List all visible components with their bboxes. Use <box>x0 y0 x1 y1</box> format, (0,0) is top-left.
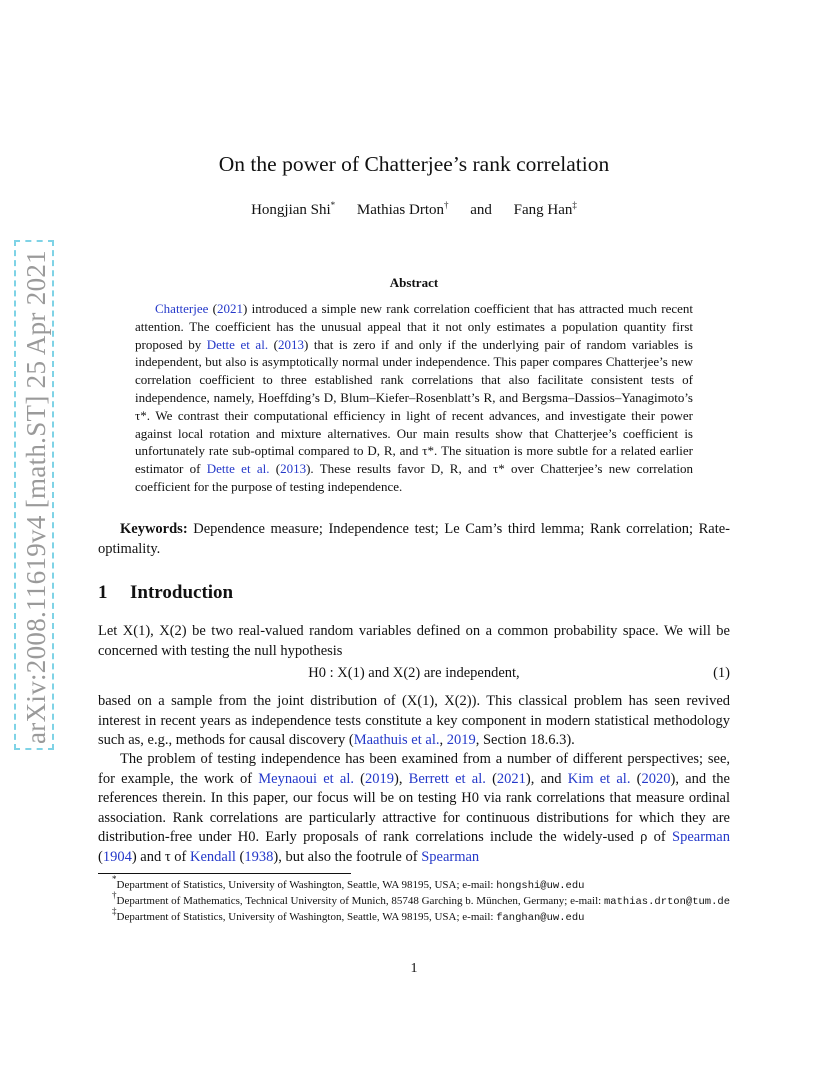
paragraph: based on a sample from the joint distribution of (X(1), X(2)). This classical problem has seen revived interest in recent years as independence tests constitute a key component in modern statistical methodology such as, e.g., methods for causal discovery (Maathuis et al., 2019, Section 18.6.3). <box>98 693 730 749</box>
citation-link[interactable]: Berrett et al. <box>408 770 486 787</box>
citation-link[interactable]: Maathuis et al. <box>353 732 440 749</box>
author-name: Fang Han <box>513 202 573 218</box>
arxiv-stamp-text: arXiv:2008.11619v4 [math.ST] 25 Apr 2021 <box>21 250 51 744</box>
paragraph-text: , Section 18.6.3). <box>475 732 575 749</box>
paragraph-text: ), but also the footrule of <box>273 848 422 865</box>
abstract-text: that is zero if and only if the underlying pair of random variables is independent, but also is asymptotically normal under independence. This paper compares Chatterjee’s new correlation coefficient to three established rank correlations that also facilitate consistent tests of independence, namely, Hoeffding’s D, Blum–Kiefer–Rosenblatt’s R, and Bergsma–Dassios–Yanagimoto’s τ*. We contrast their computational efficiency in light of recent advances, and investigate their power against local rotation and mixture alternatives. Our main results show that Chatterjee’s coefficient is unfortunately rate sub-optimal compared to D, R, and τ*. The situation is more subtle for a related earlier estimator of <box>135 336 693 477</box>
abstract-text: . These results favor D, R, and τ* over Chatterjee’s new correlation coefficient for the purpose of testing independence. <box>135 461 693 494</box>
abstract-body: Chatterjee (2021) introduced a simple new rank correlation coefficient that has attracted much recent attention. The coefficient has the unusual appeal that it not only estimates a population quantity first proposed by Dette et al. (2013) that is zero if and only if the underlying pair of random variables is independent, but also is asymptotically normal under independence. This paper compares Chatterjee’s new correlation coefficient to three established rank correlations that also facilitate consistent tests of independence, namely, Hoeffding’s D, Blum–Kiefer–Rosenblatt’s R, and Bergsma–Dassios–Yanagimoto’s τ*. We contrast their computational efficiency in light of recent advances, and investigate their power against local rotation and mixture alternatives. Our main results show that Chatterjee’s coefficient is unfortunately rate sub-optimal compared to D, R, and τ*. The situation is more subtle for a related earlier estimator of Dette et al. (2013). These results favor D, R, and τ* over Chatterjee’s new correlation coefficient for the purpose of testing independence. <box>135 301 693 494</box>
citation-link[interactable]: Spearman <box>672 829 730 846</box>
paragraph-text: ), <box>394 770 409 787</box>
citation-link[interactable]: Meynaoui et al. <box>258 770 354 787</box>
section-heading <box>98 582 233 604</box>
footnote-email[interactable]: fanghan@uw.edu <box>496 912 585 924</box>
footnote-email[interactable]: hongshi@uw.edu <box>496 880 585 892</box>
footnote-mark: † <box>112 890 117 900</box>
section-title: Introduction <box>130 582 234 603</box>
page-number: 1 <box>410 961 418 976</box>
footnote <box>98 906 730 926</box>
footnote-text: Department of Mathematics, Technical University of Munich, 85748 Garching b. München, Germany; e-mail: <box>116 895 604 907</box>
author-conjunction: and <box>470 202 492 218</box>
footnote-text: Department of Statistics, University of Washington, Seattle, WA 98195, USA; e-mail: <box>116 879 497 891</box>
paragraph: Let X(1), X(2) be two real-valued random variables defined on a common probability space. We will be concerned with testing the null hypothesis <box>98 623 730 659</box>
section-number: 1 <box>98 582 108 603</box>
footnote-mark: * <box>112 874 117 884</box>
author-name: Hongjian Shi <box>251 202 331 218</box>
paragraph-text: based on a sample from the joint distribution of (X(1), X(2)). This classical problem has seen revived interest in recent years as independence tests constitute a key component in modern statistical methodology such as, e.g., methods for causal discovery ( <box>98 693 730 749</box>
citation-year-link[interactable]: 2021 <box>496 770 526 787</box>
citation-link[interactable]: Dette et al. <box>206 336 269 352</box>
equation <box>98 665 730 685</box>
paragraph-text: The problem of testing independence has been examined from a number of different perspectives; see, for example, the work of <box>98 751 730 787</box>
arxiv-stamp <box>14 240 54 750</box>
citation-year-link[interactable]: 2019 <box>446 732 476 749</box>
citation-year-link[interactable]: 1904 <box>102 848 132 865</box>
citation-year-link[interactable]: 2013 <box>277 336 304 352</box>
paragraph-text: ) and τ of <box>131 848 191 865</box>
paragraph-text: ), and <box>525 770 568 787</box>
author-name: Mathias Drton <box>356 202 444 218</box>
footnote-text: Department of Statistics, University of Washington, Seattle, WA 98195, USA; e-mail: <box>116 911 497 923</box>
author-list <box>0 202 828 219</box>
keywords-label: Keywords: <box>120 521 188 537</box>
author-footnote-mark[interactable]: † <box>444 200 449 210</box>
footnote <box>98 890 731 910</box>
abstract-text: introduced a simple new rank correlation coefficient that has attracted much recent attention. The coefficient has the unusual appeal that it not only estimates a population quantity first proposed by <box>135 301 693 352</box>
keywords-text: Dependence measure; Independence test; Le Cam’s third lemma; Rank correlation; Rate-optimality. <box>98 521 730 557</box>
author-footnote-mark[interactable]: * <box>330 200 336 210</box>
citation-link[interactable]: Spearman <box>421 848 480 865</box>
citation-link[interactable]: Kendall <box>190 848 236 865</box>
footnote-mark: ‡ <box>112 906 117 916</box>
footnote-rule <box>98 873 351 874</box>
paragraph: The problem of testing independence has been examined from a number of different perspectives; see, for example, the work of Meynaoui et al. (2019), Berrett et al. (2021), and Kim et al. (2020), and the references therein. In this paper, our focus will be on testing H0 via rank correlations that measure ordinal association. Rank correlations are particularly attractive for continuous distributions for which they are distribution-free under H0. Early proposals of rank correlations include the widely-used ρ of Spearman (1904) and τ of Kendall (1938), but also the footrule of Spearman <box>98 751 730 865</box>
author-footnote-mark[interactable]: ‡ <box>572 200 577 210</box>
citation-year-link[interactable]: 2013 <box>280 461 307 477</box>
citation-year-link[interactable]: 2020 <box>641 770 671 787</box>
footnotes <box>98 874 731 926</box>
citation-year-link[interactable]: 2021 <box>217 301 244 316</box>
abstract-heading: Abstract <box>389 275 439 290</box>
equation-number: (1) <box>713 665 730 681</box>
citation-year-link[interactable]: 2019 <box>365 770 395 787</box>
footnote <box>98 874 730 894</box>
paper-title: On the power of Chatterjee’s rank correlation <box>218 152 610 176</box>
citation-link[interactable]: Kim et al. <box>567 770 631 787</box>
paragraph-text: ), and the references therein. In this paper, our focus will be on testing H0 via rank correlations that measure ordinal association. Rank correlations are particularly attractive for continuous distributions for which they are distribution-free under H0. Early proposals of rank correlations include the widely-used ρ of <box>98 770 730 846</box>
citation-year-link[interactable]: 1938 <box>244 848 274 865</box>
footnote-email[interactable]: mathias.drton@tum.de <box>603 896 731 908</box>
equation-body: H0 : X(1) and X(2) are independent, <box>308 665 520 681</box>
citation-link[interactable]: Chatterjee <box>155 301 209 316</box>
keywords <box>98 519 730 559</box>
citation-link[interactable]: Dette et al. <box>206 461 270 477</box>
